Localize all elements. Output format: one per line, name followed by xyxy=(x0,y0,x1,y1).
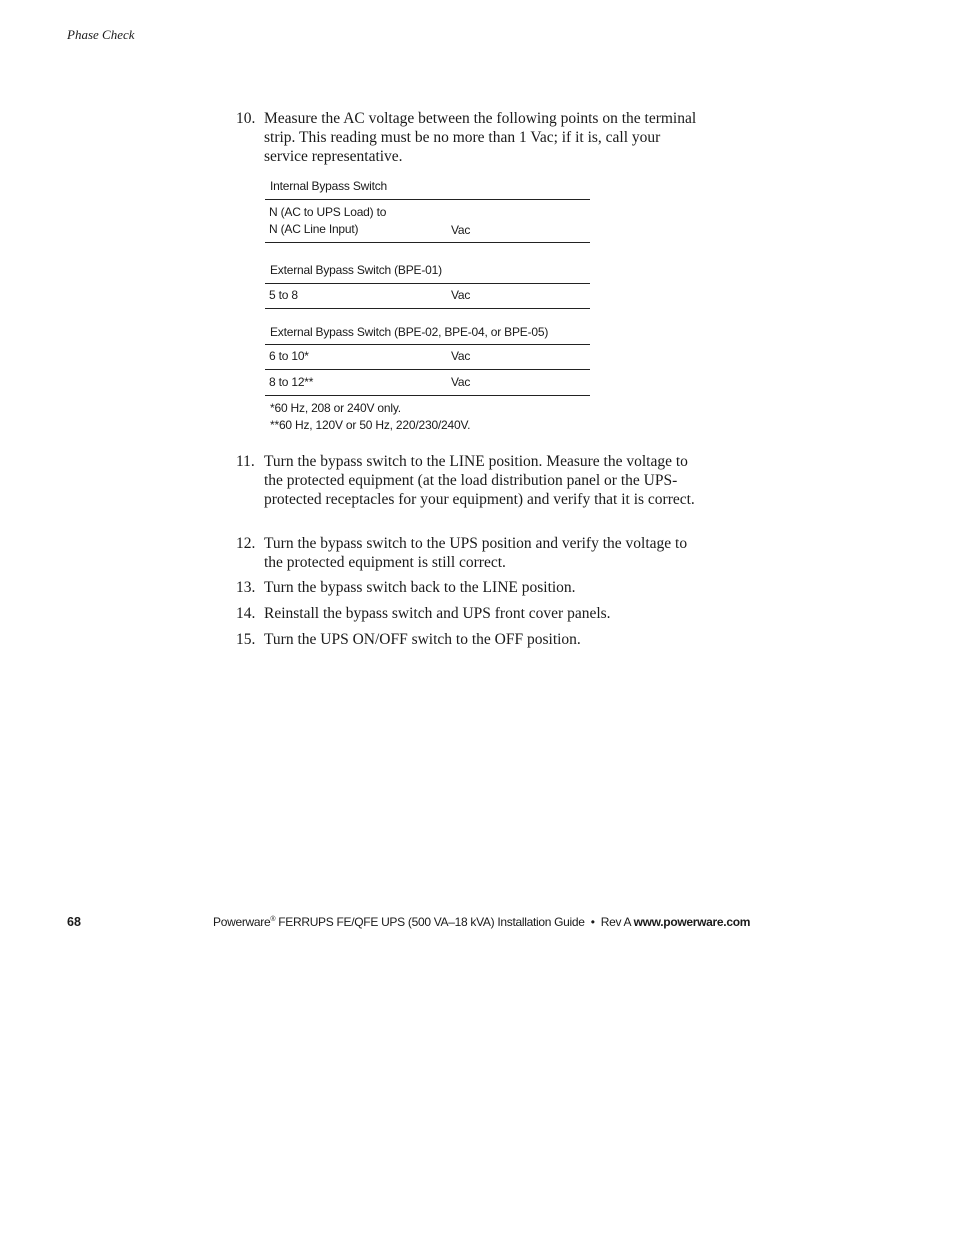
step-10 xyxy=(236,109,706,166)
table-rule xyxy=(265,242,590,243)
table-cell-unit: Vac xyxy=(451,375,471,389)
table-cell-unit: Vac xyxy=(451,288,471,302)
step-13 xyxy=(236,578,706,597)
table-section-heading: External Bypass Switch (BPE-01) xyxy=(270,263,442,277)
step-text: Turn the bypass switch to the UPS position and verify the voltage to the protected equipment is still correct. xyxy=(264,535,688,571)
table-cell-points-line2: N (AC Line Input) xyxy=(269,222,359,236)
table-cell-points: 5 to 8 xyxy=(269,288,298,302)
step-15 xyxy=(236,630,706,649)
table-cell-points-line1: N (AC to UPS Load) to xyxy=(269,205,387,219)
table-cell-unit: Vac xyxy=(451,223,471,237)
footer-registered-mark: ® xyxy=(270,916,276,923)
step-number: 11. xyxy=(236,453,255,470)
table-footnote: **60 Hz, 120V or 50 Hz, 220/230/240V. xyxy=(270,418,471,432)
table-section-heading: External Bypass Switch (BPE-02, BPE-04, or BPE-05) xyxy=(270,325,549,339)
table-footnote: *60 Hz, 208 or 240V only. xyxy=(270,401,401,415)
table-cell-points xyxy=(269,204,386,238)
table-cell-points: 8 to 12** xyxy=(269,375,314,389)
table-cell-points: 6 to 10* xyxy=(269,349,309,363)
step-number: 10. xyxy=(236,110,256,127)
table-rule xyxy=(265,199,590,200)
step-text: Reinstall the bypass switch and UPS front cover panels. xyxy=(264,605,611,622)
footer-title: FERRUPS FE/QFE UPS (500 VA–18 kVA) Installation Guide • Rev A xyxy=(275,915,634,929)
step-14 xyxy=(236,604,706,623)
step-12 xyxy=(236,534,706,572)
footer-brand: Powerware xyxy=(213,915,271,929)
table-rule xyxy=(265,308,590,309)
footer-url: www.powerware.com xyxy=(633,915,751,929)
step-text: Turn the bypass switch back to the LINE position. xyxy=(264,579,576,596)
table-rule xyxy=(265,369,590,370)
step-text: Turn the bypass switch to the LINE position. Measure the voltage to the protected equipment (at the load distribution panel or the UPS-protected receptacles for your equipment) and verify that it is correct. xyxy=(264,453,695,508)
table-section-heading: Internal Bypass Switch xyxy=(270,179,387,193)
step-number: 13. xyxy=(236,579,256,596)
table-rule xyxy=(265,283,590,284)
step-text: Measure the AC voltage between the following points on the terminal strip. This reading must be no more than 1 Vac; if it is, call your service representative. xyxy=(264,110,697,165)
table-rule xyxy=(265,344,590,345)
step-11 xyxy=(236,452,706,509)
page-footer xyxy=(213,915,750,929)
page-number: 68 xyxy=(67,915,81,929)
table-cell-unit: Vac xyxy=(451,349,471,363)
step-number: 15. xyxy=(236,631,256,648)
table-rule xyxy=(265,395,590,396)
step-number: 12. xyxy=(236,535,256,552)
step-text: Turn the UPS ON/OFF switch to the OFF position. xyxy=(264,631,581,648)
step-number: 14. xyxy=(236,605,256,622)
running-head: Phase Check xyxy=(67,27,135,42)
